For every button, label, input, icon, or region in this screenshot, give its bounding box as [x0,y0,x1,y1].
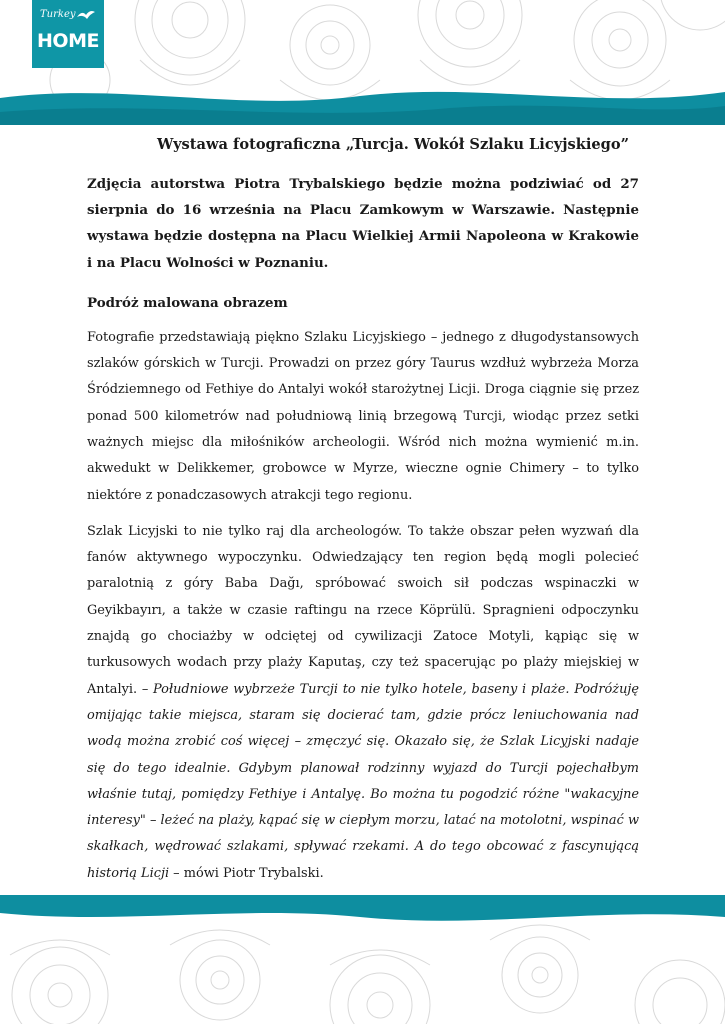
paragraph-1: Fotografie przedstawiają piękno Szlaku Licyjskiego – jednego z długodystansowych szlaków górskich w Turcji. Prowadzi on przez góry Taurus wzdłuż wybrzeża Morza Śródziemnego od Fethiye do Antalyi wokół starożytnej Licji. Droga ciągnie się przez ponad 500 kilometrów nad południową linią brzegową Turcji, wiodąc przez setki ważnych miejsc dla miłośników archeologii. Wśród nich można wymienić m.in. akwedukt w Delikkemer, grobowce w Myrze, wieczne ognie Chimery – to tylko niektóre z ponadczasowych atrakcji tego regionu. [87,329,639,503]
bird-icon [76,8,96,22]
footer-floral-decoration [0,895,725,1024]
paragraph-2-text: Szlak Licyjski to nie tylko raj dla archeologów. To także obszar pełen wyzwań dla fanów aktywnego wypoczynku. Odwiedzający ten region będą mogli polecieć paralotnią z góry Baba Dağı, spróbować swoich sił podczas wspinaczki w Geyikbayırı, a także w czasie raftingu na rzece Köprülü. Spragnieni odpoczynku znajdą go chociażby w odciętej od cywilizacji Zatoce Motyli, kąpiąc się w turkusowych wodach przy plaży Kaputaş, czy też spacerując po plaży miejskiej w Antalyi. – [87,523,639,697]
page-footer [0,895,725,1024]
logo-home-text: HOME [37,30,99,52]
section-heading: Podróż malowana obrazem [87,294,288,311]
paragraph-2-quote: Południowe wybrzeże Turcji to nie tylko hotele, baseny i plaże. Podróżuję omijając takie miejsca, staram się docierać tam, gdzie prócz leniuchowania nad wodą można zrobić coś więcej – zmęczyć się. Okazało się, że Szlak Licyjski nadaje się do tego idealnie. Gdybym planował rodzinny wyjazd do Turcji pojechałbym właśnie tutaj, pomiędzy Fethiye i Antalyę. Bo można tu pogodzić różne "wakacyjne interesy" – leżeć na plaży, kąpać się w ciepłym morzu, latać na motolotni, wspinać w skałkach, wędrować szlakami, spływać rzekami. A do tego obcować z fascynującą historią Licji [87,681,639,881]
logo-script-text: Turkey [40,9,76,20]
article-lead: Zdjęcia autorstwa Piotra Trybalskiego będzie można podziwiać od 27 sierpnia do 16 września na Placu Zamkowym w Warszawie. Następnie wystawa będzie dostępna na Placu Wielkiej Armii Napoleona w Krakowie i na Placu Wolności w Poznaniu. [87,176,639,271]
page-header [0,0,725,125]
paragraph-2 [87,519,639,887]
brand-logo[interactable] [32,0,104,68]
header-floral-decoration [0,0,725,125]
paragraph-2-attribution: – mówi Piotr Trybalski. [169,865,324,881]
article-title: Wystawa fotograficzna „Turcja. Wokół Szlaku Licyjskiego” [157,136,629,153]
article-body [87,131,639,897]
